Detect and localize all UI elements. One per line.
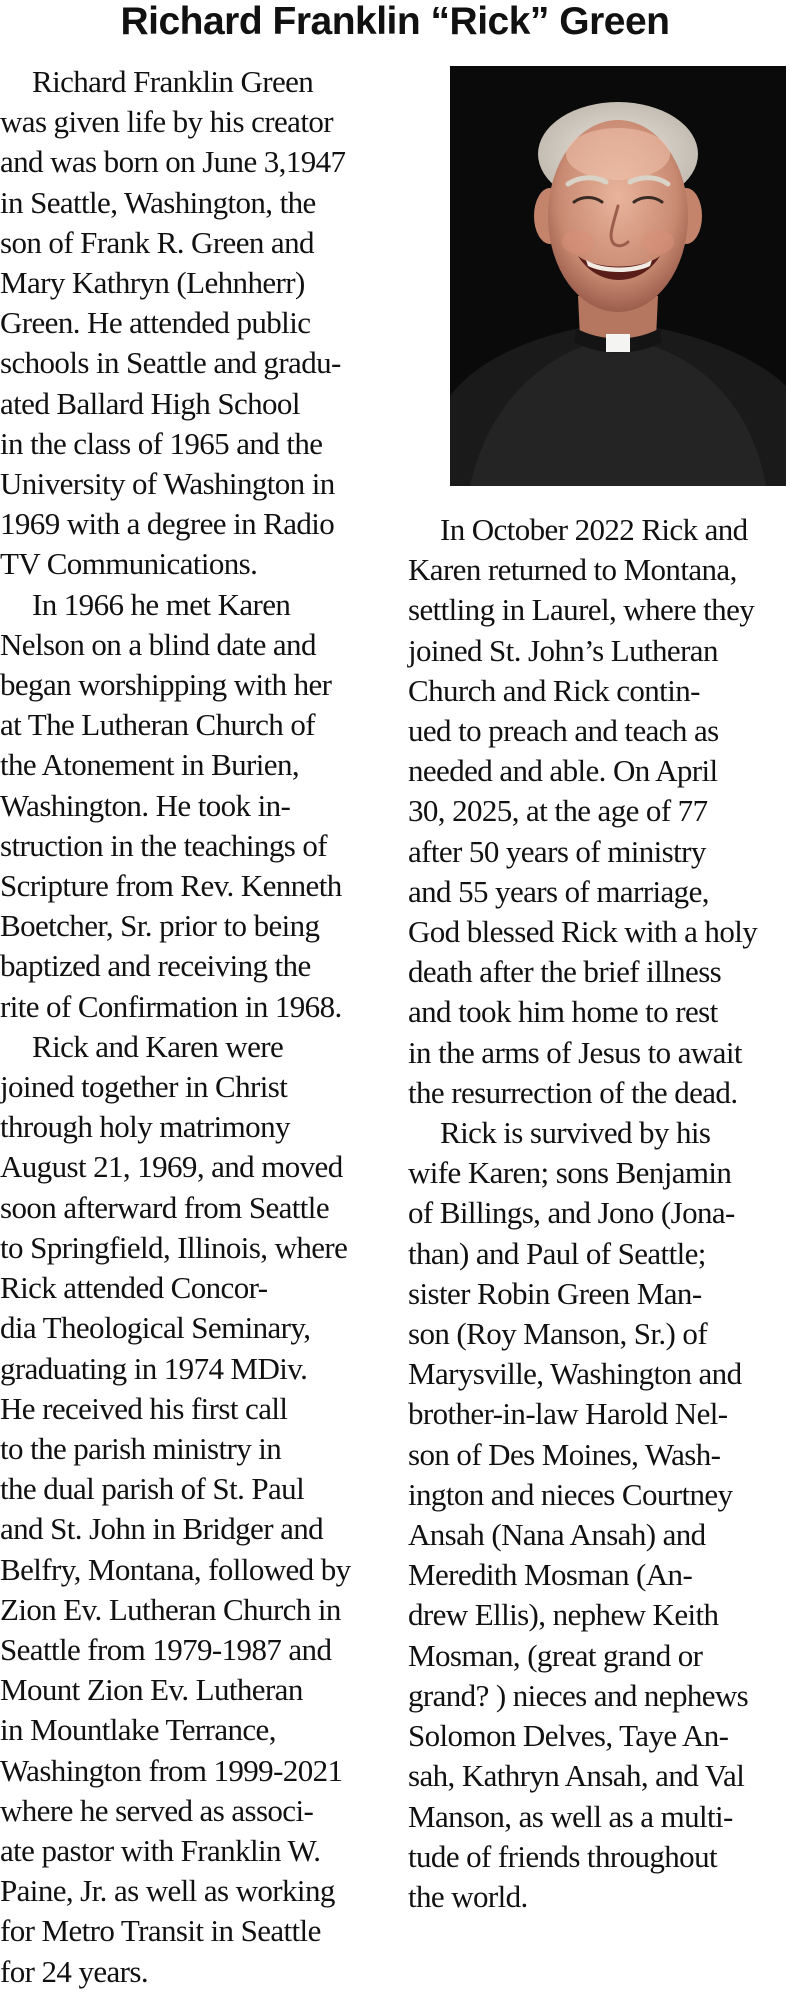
text-line: schools in Seattle and gradu-: [0, 345, 341, 381]
text-line: Washington. He took in-: [0, 787, 291, 823]
text-line: for 24 years.: [0, 1953, 149, 1989]
text-line: after 50 years of ministry: [408, 833, 706, 869]
text-line: Rick and Karen were: [32, 1028, 284, 1064]
text-line: 30, 2025, at the age of 77: [408, 793, 708, 829]
text-line: 1969 with a degree in Radio: [0, 506, 335, 542]
text-line: to Springfield, Illinois, where: [0, 1229, 348, 1265]
text-line: to the parish ministry in: [0, 1430, 282, 1466]
text-line: Mosman, (great grand or: [408, 1637, 703, 1673]
paragraph: [0, 585, 380, 1027]
text-line: Solomon Delves, Taye An-: [408, 1718, 729, 1754]
text-line: Rick is survived by his: [440, 1115, 711, 1151]
text-line: was given life by his creator: [0, 104, 333, 140]
text-line: son (Roy Manson, Sr.) of: [408, 1316, 708, 1352]
text-line: the world.: [408, 1878, 528, 1914]
text-line: in Mountlake Terrance,: [0, 1712, 276, 1748]
text-line: son of Frank R. Green and: [0, 224, 314, 260]
text-line: for Metro Transit in Seattle: [0, 1913, 321, 1949]
obituary-title: Richard Franklin “Rick” Green: [120, 0, 670, 43]
text-line: Mount Zion Ev. Lutheran: [0, 1672, 303, 1708]
text-line: ington and nieces Courtney: [408, 1476, 733, 1512]
text-line: TV Communications.: [0, 546, 258, 582]
text-line: In October 2022 Rick and: [440, 512, 748, 547]
text-line: graduating in 1974 MDiv.: [0, 1350, 308, 1386]
text-line: joined together in Christ: [0, 1069, 288, 1105]
text-line: Boetcher, Sr. prior to being: [0, 908, 320, 944]
right-column: [408, 510, 790, 1917]
text-line: struction in the teachings of: [0, 827, 327, 863]
text-line: settling in Laurel, where they: [408, 592, 755, 628]
text-line: Zion Ev. Lutheran Church in: [0, 1591, 341, 1627]
text-line: Paine, Jr. as well as working: [0, 1873, 335, 1909]
text-line: the Atonement in Burien,: [0, 747, 299, 783]
text-line: Green. He attended public: [0, 305, 311, 341]
left-column: [0, 62, 380, 1992]
text-line: at The Lutheran Church of: [0, 707, 315, 743]
text-line: sah, Kathryn Ansah, and Val: [408, 1758, 745, 1794]
text-line: brother-in-law Harold Nel-: [408, 1396, 728, 1432]
paragraph: [0, 62, 380, 585]
text-line: son of Des Moines, Wash-: [408, 1436, 721, 1472]
text-line: joined St. John’s Lutheran: [408, 632, 718, 668]
text-line: ued to preach and teach as: [408, 713, 719, 749]
text-line: and took him home to rest: [408, 994, 718, 1030]
text-line: ated Ballard High School: [0, 385, 300, 421]
text-line: tude of friends throughout: [408, 1838, 717, 1874]
text-line: Marysville, Washington and: [408, 1356, 742, 1392]
text-line: Karen returned to Montana,: [408, 552, 737, 588]
text-line: the resurrection of the dead.: [408, 1074, 738, 1110]
text-line: grand? ) nieces and nephews: [408, 1677, 749, 1713]
text-line: University of Washington in: [0, 466, 335, 502]
text-line: He received his first call: [0, 1390, 288, 1426]
text-line: In 1966 he met Karen: [32, 586, 291, 622]
text-line: where he served as associ-: [0, 1792, 314, 1828]
text-line: and was born on June 3,1947: [0, 144, 346, 180]
text-line: Richard Franklin Green: [32, 64, 314, 99]
text-line: death after the brief illness: [408, 954, 722, 990]
text-line: through holy matrimony: [0, 1109, 290, 1145]
text-line: dia Theological Seminary,: [0, 1310, 311, 1346]
text-line: Ansah (Nana Ansah) and: [408, 1517, 706, 1553]
portrait-photo-icon: [450, 66, 786, 486]
text-line: ate pastor with Franklin W.: [0, 1832, 321, 1868]
text-line: Nelson on a blind date and: [0, 626, 316, 662]
portrait-photo: [450, 66, 786, 486]
text-line: Church and Rick contin-: [408, 672, 700, 708]
text-line: soon afterward from Seattle: [0, 1189, 329, 1225]
text-line: drew Ellis), nephew Keith: [408, 1597, 719, 1633]
text-line: began worshipping with her: [0, 667, 332, 703]
text-line: Mary Kathryn (Lehnherr): [0, 265, 305, 301]
paragraph: [408, 510, 790, 1113]
paragraph: [0, 1027, 380, 1992]
text-line: sister Robin Green Man-: [408, 1275, 702, 1311]
text-line: August 21, 1969, and moved: [0, 1149, 343, 1185]
text-line: Rick attended Concor-: [0, 1270, 268, 1306]
text-line: Meredith Mosman (An-: [408, 1557, 693, 1593]
text-line: of Billings, and Jono (Jona-: [408, 1195, 735, 1231]
text-line: in the class of 1965 and the: [0, 425, 323, 461]
text-line: God blessed Rick with a holy: [408, 914, 758, 950]
text-line: needed and able. On April: [408, 753, 718, 789]
text-line: Seattle from 1979-1987 and: [0, 1631, 332, 1667]
text-line: the dual parish of St. Paul: [0, 1471, 305, 1507]
text-line: Manson, as well as a multi-: [408, 1798, 733, 1834]
text-line: and 55 years of marriage,: [408, 873, 709, 909]
text-line: than) and Paul of Seattle;: [408, 1235, 706, 1271]
text-line: wife Karen; sons Benjamin: [408, 1155, 732, 1191]
paragraph: [408, 1113, 790, 1917]
text-line: Washington from 1999-2021: [0, 1752, 343, 1788]
text-line: Belfry, Montana, followed by: [0, 1551, 351, 1587]
text-line: Scripture from Rev. Kenneth: [0, 868, 342, 904]
text-line: rite of Confirmation in 1968.: [0, 988, 342, 1024]
text-line: and St. John in Bridger and: [0, 1511, 324, 1547]
text-line: in the arms of Jesus to await: [408, 1034, 742, 1070]
text-line: in Seattle, Washington, the: [0, 184, 316, 220]
text-line: baptized and receiving the: [0, 948, 311, 984]
